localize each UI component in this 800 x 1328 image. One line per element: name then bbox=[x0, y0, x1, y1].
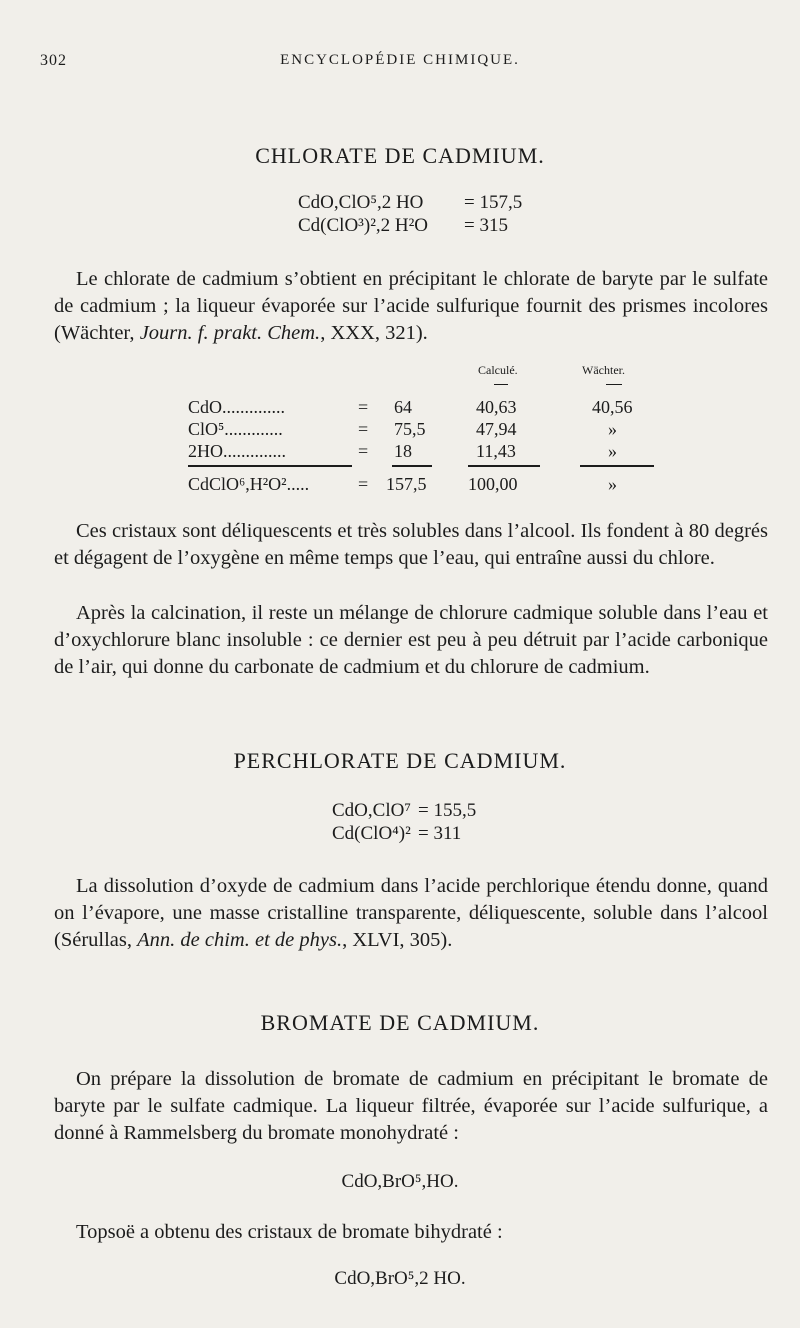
table-row-found: 40,56 bbox=[592, 397, 633, 417]
paragraph-chlorate-calcination: Après la calcination, il reste un mélange de chlorure cadmique soluble dans l’eau et d’oxychlorure blanc insoluble : ce dernier est peu à peu détruit par l’acide carbonique de l’air, qui donne du carbonate de cadmium et du chlorure de cadmium. bbox=[54, 602, 768, 678]
table-row-name: ClO⁵............. bbox=[188, 419, 283, 439]
formula-perchlorate-new-left: Cd(ClO⁴)² bbox=[332, 823, 411, 844]
paragraph-chlorate-properties: Ces cristaux sont déliquescents et très solubles dans l’alcool. Ils fondent à 80 degrés et dégagent de l’oxygène en même temps que l’eau, qui entraîne aussi du chlore. bbox=[54, 520, 768, 569]
paragraph-bromate-preparation: On prépare la dissolution de bromate de cadmium en précipitant le bromate de baryte par le sulfate cadmique. La liqueur filtrée, évaporée sur l’acide sulfurique, a donné à Rammelsberg du bromate monohydraté : bbox=[54, 1068, 768, 1144]
section-title-chlorate: CHLORATE DE CADMIUM. bbox=[255, 143, 545, 168]
paragraph-perchlorate bbox=[54, 873, 768, 954]
paragraph-text: , XXX, 321). bbox=[320, 322, 428, 344]
paragraph-text: Le chlorate de cadmium s’obtient en précipitant le chlorate de baryte par le sulfate de cadmium ; la liqueur évaporée sur l’acide sulfurique fournit des prismes incolores (Wächter, bbox=[54, 268, 768, 344]
sum-rule bbox=[468, 465, 540, 467]
table-total-found: » bbox=[608, 474, 617, 494]
sum-rule bbox=[188, 465, 352, 467]
journal-reference: Journ. f. prakt. Chem. bbox=[139, 322, 321, 344]
table-row-calc: 40,63 bbox=[476, 397, 517, 417]
formula-perchlorate-new-right: = 311 bbox=[418, 823, 462, 844]
formula-bromate-bihydrate: CdO,BrO⁵,2 HO. bbox=[334, 1268, 466, 1289]
table-total-eq: = bbox=[358, 474, 369, 494]
section-title-bromate: BROMATE DE CADMIUM. bbox=[260, 1010, 540, 1035]
table-row-found: » bbox=[608, 441, 617, 461]
table-row-found: » bbox=[608, 419, 617, 439]
table-row-name: 2HO.............. bbox=[188, 441, 286, 461]
formula-chlorate-new-left: Cd(ClO³)²,2 H²O bbox=[298, 215, 429, 236]
formula-perchlorate-old-right: = 155,5 bbox=[418, 800, 477, 821]
paragraph-bromate-topsoe: Topsoë a obtenu des cristaux de bromate bihydraté : bbox=[76, 1221, 503, 1243]
table-row-value: 18 bbox=[394, 441, 412, 461]
header-tick bbox=[494, 384, 508, 385]
formula-chlorate-new-right: = 315 bbox=[464, 215, 508, 236]
table-row-calc: 11,43 bbox=[476, 441, 516, 461]
table-total-calc: 100,00 bbox=[468, 474, 518, 494]
column-header-calcule: Calculé. bbox=[478, 363, 518, 377]
formula-bromate-monohydrate: CdO,BrO⁵,HO. bbox=[341, 1171, 459, 1192]
journal-reference: Ann. de chim. et de phys. bbox=[137, 929, 343, 951]
paragraph-text: , XLVI, 305). bbox=[342, 929, 453, 951]
table-total-name: CdClO⁶,H²O²..... bbox=[188, 474, 310, 494]
table-row-eq: = bbox=[358, 419, 369, 439]
running-title: ENCYCLOPÉDIE CHIMIQUE. bbox=[280, 52, 520, 68]
formula-chlorate-old-left: CdO,ClO⁵,2 HO bbox=[298, 192, 424, 213]
table-row-name: CdO.............. bbox=[188, 397, 286, 417]
table-total-value: 157,5 bbox=[386, 474, 427, 494]
header-tick bbox=[606, 384, 622, 385]
table-row-calc: 47,94 bbox=[476, 419, 517, 439]
section-title-perchlorate: PERCHLORATE DE CADMIUM. bbox=[233, 748, 567, 773]
page-number: 302 bbox=[40, 52, 67, 69]
table-row-eq: = bbox=[358, 397, 369, 417]
table-row-value: 75,5 bbox=[394, 419, 426, 439]
table-row-value: 64 bbox=[394, 397, 412, 417]
paragraph-text: La dissolution d’oxyde de cadmium dans l’acide perchlorique étendu donne, quand on l’évapore, une masse cristalline transparente, déliquescente, soluble dans l’alcool (Sérullas, bbox=[54, 875, 768, 951]
formula-chlorate-old-right: = 157,5 bbox=[464, 192, 523, 213]
sum-rule bbox=[392, 465, 432, 467]
paragraph-chlorate-preparation bbox=[54, 266, 768, 347]
column-header-wachter: Wächter. bbox=[582, 363, 625, 377]
sum-rule bbox=[580, 465, 654, 467]
formula-perchlorate-old-left: CdO,ClO⁷ bbox=[332, 800, 411, 821]
table-row-eq: = bbox=[358, 441, 369, 461]
